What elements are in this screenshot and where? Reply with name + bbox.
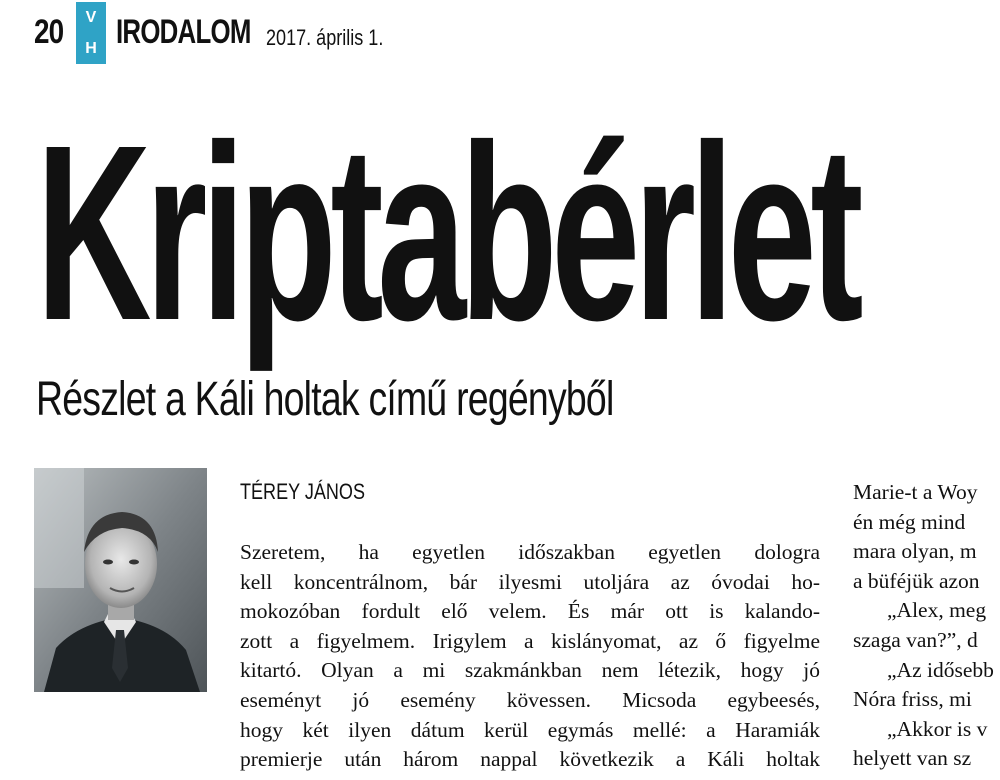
author-portrait-icon <box>34 468 207 692</box>
next-column <box>853 478 1000 774</box>
column-line: mara olyan, m <box>853 539 977 564</box>
author-byline: TÉREY JÁNOS <box>240 479 365 504</box>
article-body <box>240 538 820 775</box>
vh-logo <box>76 2 106 64</box>
column-line: Marie-t a Woy <box>853 480 978 504</box>
body-line: zott a figyelmem. Irigylem a kislányomat, az ő figyelme <box>240 628 820 653</box>
column-line: „Az idősebb <box>887 657 994 682</box>
author-photo <box>34 468 207 692</box>
body-line: mokozóban fordult elő velem. És már ott is kalando- <box>240 599 820 624</box>
column-line: „Alex, meg <box>887 598 987 623</box>
body-line: premierje után három nappal következik a Káli holtak <box>240 747 820 772</box>
body-line: hogy két ilyen dátum kerül egymás mellé: a Haramiák <box>240 717 820 742</box>
logo-letter-h: H <box>85 39 97 57</box>
body-line: eseményt jó esemény kövessen. Micsoda egybeesés, <box>240 687 820 712</box>
page-number: 20 <box>34 13 64 51</box>
column-line: szaga van?”, d <box>853 627 978 652</box>
logo-letter-v: V <box>85 8 97 26</box>
article-subtitle: Részlet a Káli holtak című regényből <box>36 373 614 426</box>
column-line: a büféjük azon <box>853 568 980 593</box>
body-line: Szeretem, ha egyetlen időszakban egyetlen dologra <box>240 540 820 564</box>
column-line: én még mind <box>853 509 966 534</box>
column-line: Nóra friss, mi <box>853 687 972 712</box>
article-headline: Kriptabérlet <box>36 93 858 372</box>
column-line: „Akkor is v <box>887 716 988 741</box>
section-title: IRODALOM <box>116 13 251 51</box>
body-line: kell koncentrálnom, bár ilyesmi utoljára az óvodai ho- <box>240 569 820 594</box>
body-line: kitartó. Olyan a mi szakmánkban nem létezik, hogy jó <box>240 658 820 683</box>
issue-date: 2017. április 1. <box>266 25 384 50</box>
column-line: helyett van sz <box>853 746 972 771</box>
